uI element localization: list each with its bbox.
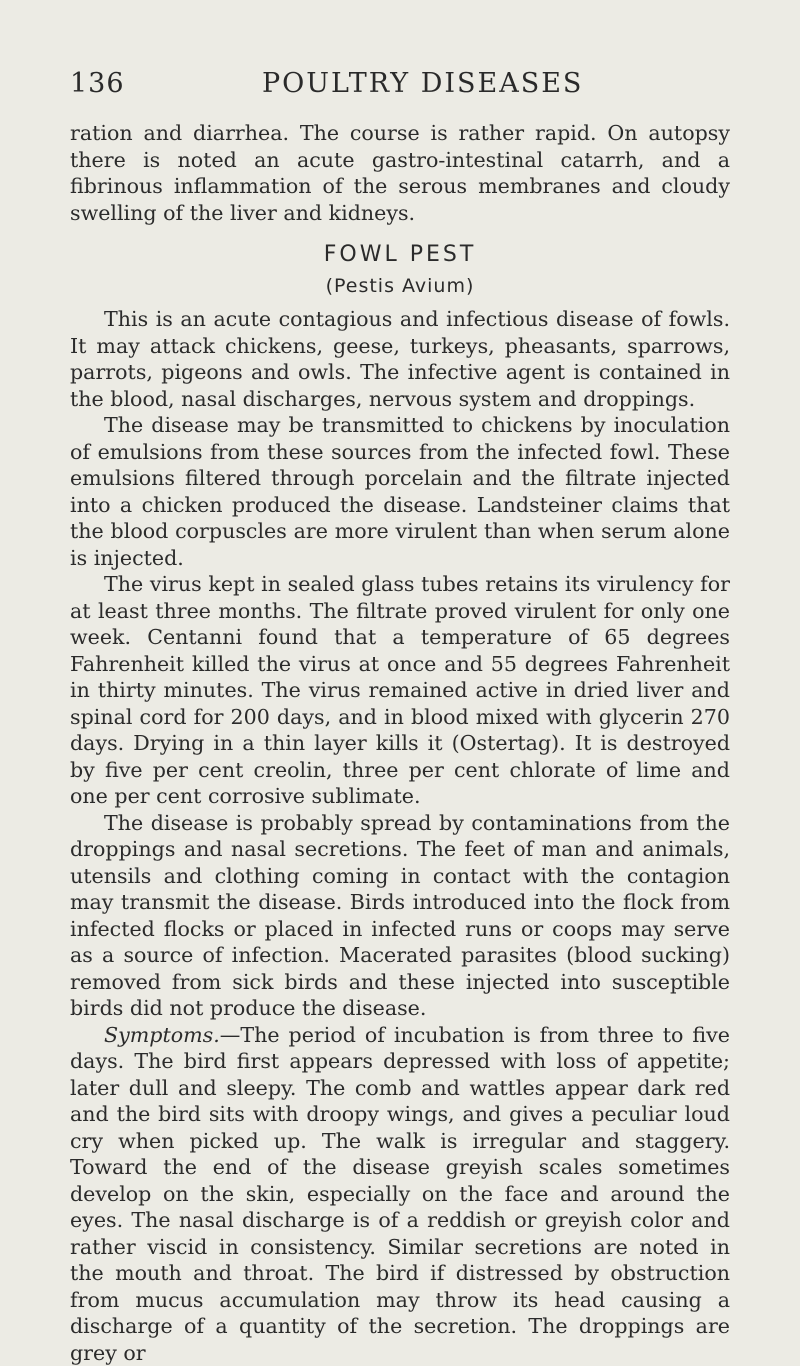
section-subtitle: (Pestis Avium) <box>70 272 730 300</box>
paragraph-virus: The virus kept in sealed glass tubes retains its virulency for at least three months. The filtrate proved virulent for only one week. Centanni found that a temperature of 65 degrees Fahrenheit killed the virus at once and 55 degrees Fahrenheit in thirty minutes. The virus remained active in dried liver and spinal cord for 200 days, and in blood mixed with glycerin 270 days. Drying in a thin layer kills it (Ostertag). It is destroyed by five per cent creolin, three per cent chlorate of lime and one per cent corrosive sublimate. <box>70 571 730 810</box>
paragraph-transmission: The disease may be transmitted to chickens by inoculation of emulsions from these sources from the infected fowl. These emulsions filtered through porcelain and the filtrate injected into a chicken produced the disease. Landsteiner claims that the blood corpuscles are more virulent than when serum alone is injected. <box>70 412 730 571</box>
continuation-paragraph: ration and diarrhea. The course is rather rapid. On autopsy there is noted an acute gastro-intestinal catarrh, and a fibrinous inflammation of the serous membranes and cloudy swelling of the liver and kidneys. <box>70 120 730 226</box>
symptoms-lead-in: Symptoms. <box>104 1023 220 1047</box>
page-number: 136 <box>70 68 125 99</box>
paragraph-symptoms <box>70 1022 730 1366</box>
body-text <box>70 120 730 1366</box>
paragraph-definition: This is an acute contagious and infectious disease of fowls. It may attack chickens, geese, turkeys, pheasants, sparrows, parrots, pigeons and owls. The infective agent is contained in the blood, nasal discharges, nervous system and droppings. <box>70 306 730 412</box>
symptoms-text: —The period of incubation is from three to five days. The bird first appears depressed with loss of appetite; later dull and sleepy. The comb and wattles appear dark red and the bird sits with droopy wings, and gives a peculiar loud cry when picked up. The walk is irregular and staggery. Toward the end of the disease greyish scales sometimes develop on the skin, especially on the face and around the eyes. The nasal discharge is of a reddish or greyish color and rather viscid in consistency. Similar secretions are noted in the mouth and throat. The bird if distressed by obstruction from mucus accumulation may throw its head causing a discharge of a quantity of the secretion. The droppings are grey or <box>70 1023 730 1365</box>
paragraph-spread: The disease is probably spread by contaminations from the droppings and nasal secretions. The feet of man and animals, utensils and clothing coming in contact with the contagion may transmit the disease. Birds introduced into the flock from infected flocks or placed in infected runs or coops may serve as a source of infection. Macerated parasites (blood sucking) removed from sick birds and these injected into susceptible birds did not produce the disease. <box>70 810 730 1022</box>
running-title: POULTRY DISEASES <box>262 68 583 99</box>
running-head <box>70 68 730 108</box>
section-title: FOWL PEST <box>70 240 730 270</box>
